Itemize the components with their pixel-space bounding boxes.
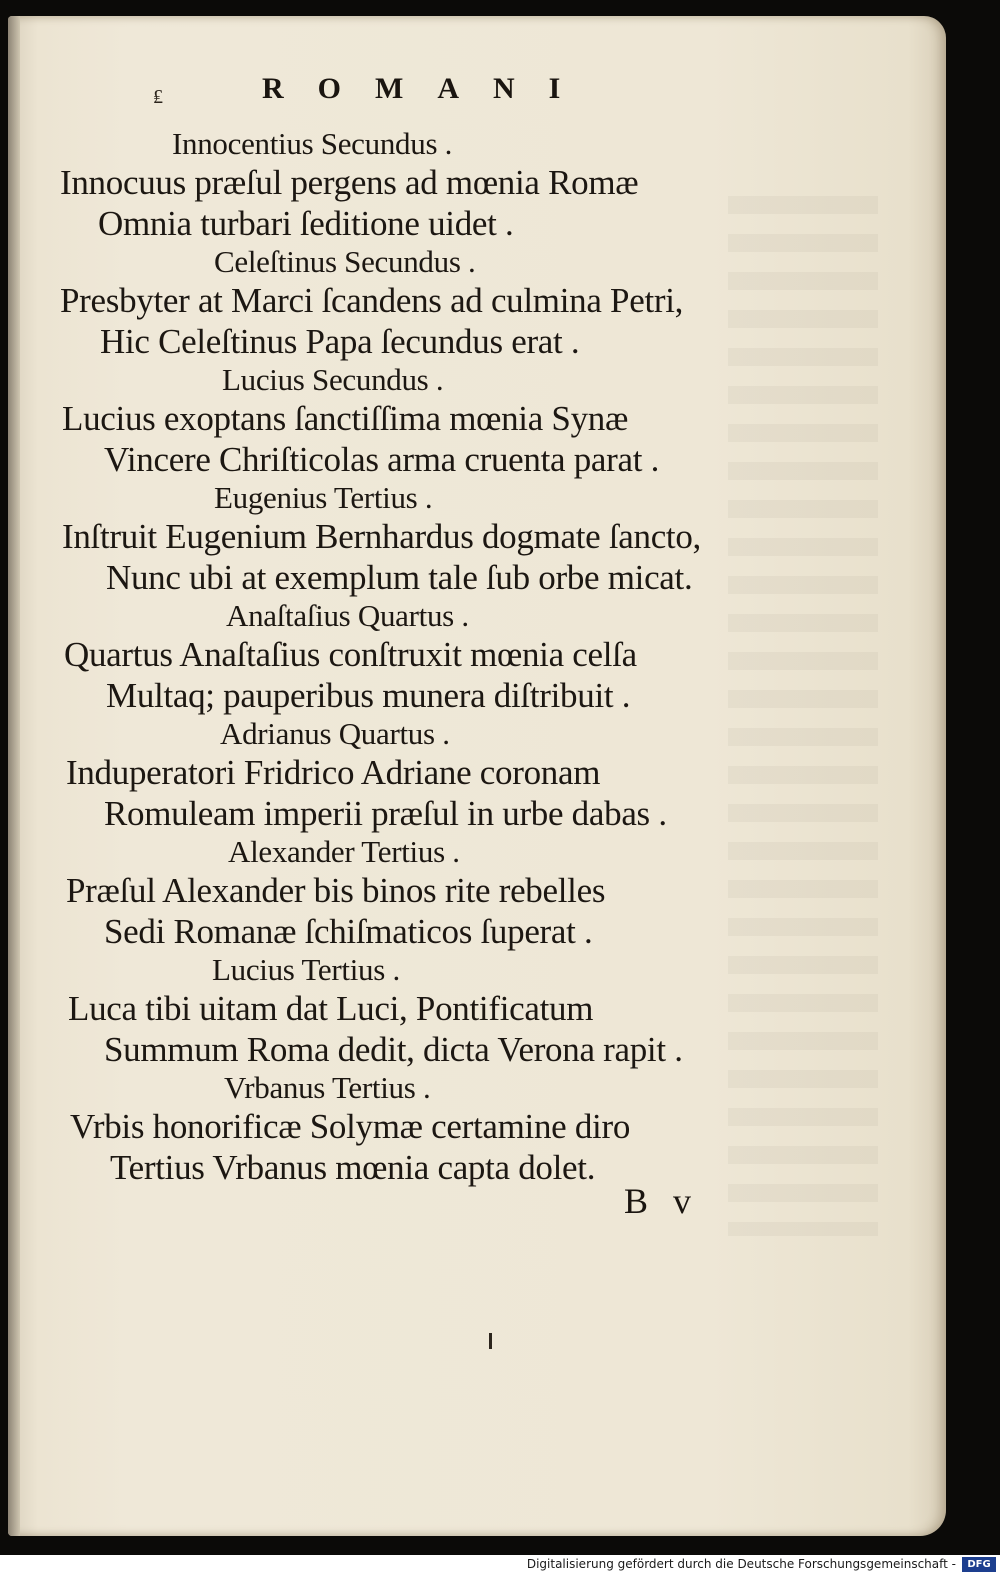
- verse-line: Induperatori Fridrico Adriane coronam: [66, 753, 601, 792]
- entry-heading: Eugenius Tertius .: [214, 480, 433, 515]
- entry-heading: Innocentius Secundus .: [172, 126, 453, 161]
- verse-line: Vrbis honorificæ Solymæ certamine diro: [70, 1107, 631, 1146]
- entry-heading: Vrbanus Tertius .: [224, 1070, 431, 1105]
- verse-line: Multaq; pauperibus munera diſtribuit .: [106, 676, 631, 715]
- entry-heading: Anaſtaſius Quartus .: [226, 598, 469, 633]
- verse-line: Vincere Chriſticolas arma cruenta parat .: [104, 440, 660, 479]
- verse-line: Omnia turbari ſeditione uidet .: [98, 204, 514, 243]
- entry-heading: Lucius Tertius .: [212, 952, 400, 987]
- page-number: ₤: [153, 86, 163, 108]
- entry-heading: Adrianus Quartus .: [220, 716, 450, 751]
- verse-line: Quartus Anaſtaſius conſtruxit mœnia celſa: [64, 635, 637, 674]
- show-through-texture: [728, 196, 878, 1236]
- verse-line: Romuleam imperii præſul in urbe dabas .: [104, 794, 667, 833]
- verse-line: Innocuus præſul pergens ad mœnia Romæ: [60, 163, 639, 202]
- verse-line: Hic Celeſtinus Papa ſecundus erat .: [100, 322, 580, 361]
- verse-line: Inſtruit Eugenium Bernhardus dogmate ſancto,: [62, 517, 702, 556]
- verse-line: Summum Roma dedit, dicta Verona rapit .: [104, 1030, 683, 1069]
- verse-line: Luca tibi uitam dat Luci, Pontificatum: [68, 989, 594, 1028]
- entry-heading: Alexander Tertius .: [228, 834, 460, 869]
- ink-speck: [489, 1333, 492, 1349]
- page-gutter: [8, 16, 20, 1536]
- digitization-credit: Digitalisierung gefördert durch die Deutsche Forschungsgemeinschaft -: [526, 1557, 956, 1571]
- dfg-logo: DFG: [962, 1557, 996, 1572]
- verse-line: Præſul Alexander bis binos rite rebelles: [66, 871, 606, 910]
- verse-line: Lucius exoptans ſanctiſſima mœnia Synæ: [62, 399, 629, 438]
- verse-line: Nunc ubi at exemplum tale ſub orbe micat.: [106, 558, 693, 597]
- signature-mark: B v: [624, 1181, 700, 1221]
- entry-heading: Celeſtinus Secundus .: [214, 244, 476, 279]
- verse-line: Presbyter at Marci ſcandens ad culmina Petri,: [60, 281, 684, 320]
- running-head: ROMANI: [262, 72, 595, 105]
- verse-line: Sedi Romanæ ſchiſmaticos ſuperat .: [104, 912, 593, 951]
- verse-line: Tertius Vrbanus mœnia capta dolet.: [110, 1148, 596, 1187]
- entry-heading: Lucius Secundus .: [222, 362, 444, 397]
